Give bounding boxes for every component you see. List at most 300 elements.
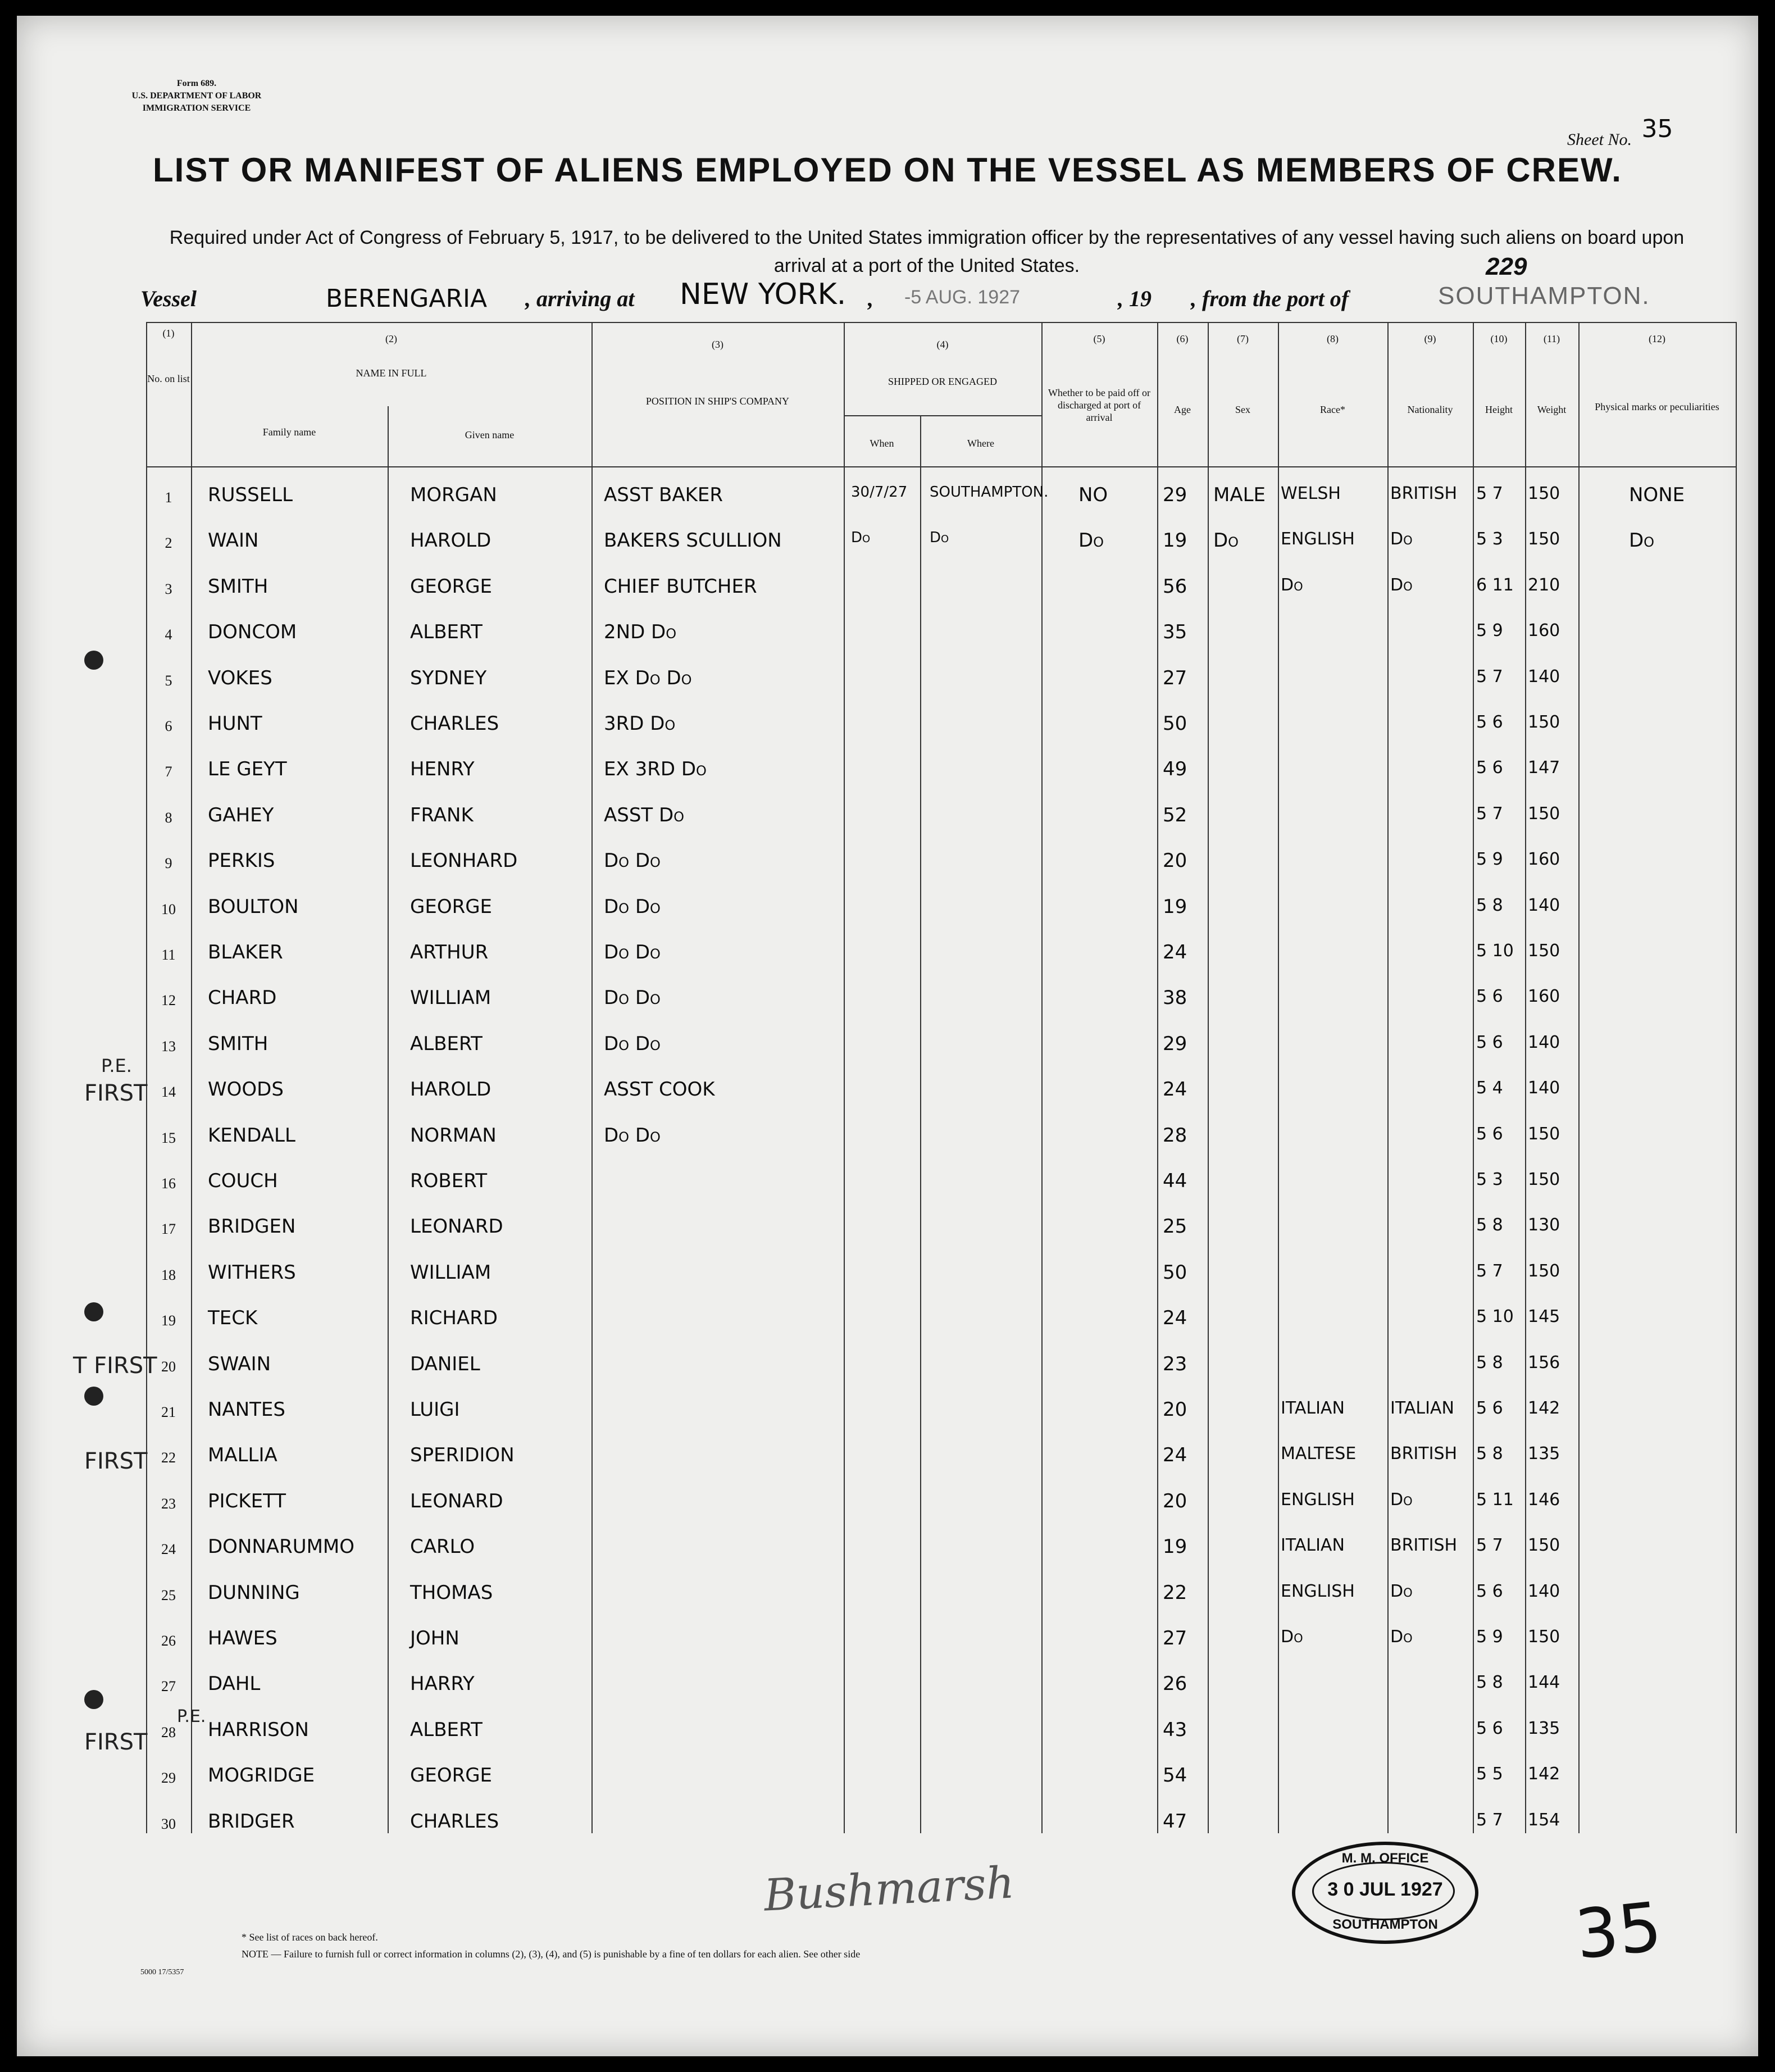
cell-family: KENDALL [208, 1124, 295, 1147]
cell-position: Do Do [604, 1124, 661, 1147]
cell-given: HAROLD [410, 529, 491, 552]
table-row [146, 1160, 1736, 1206]
cell-family: BOULTON [208, 895, 299, 918]
cell-age: 26 [1163, 1673, 1187, 1696]
cell-given: HAROLD [410, 1078, 491, 1101]
row-number: 24 [161, 1541, 176, 1558]
cell-family: DUNNING [208, 1581, 300, 1604]
cell-family: WITHERS [208, 1261, 296, 1284]
cell-height: 5 6 [1476, 1032, 1503, 1052]
cell-age: 56 [1163, 575, 1187, 598]
cell-race: ENGLISH [1281, 1489, 1355, 1510]
row-number: 17 [161, 1221, 176, 1238]
punch-hole [84, 1387, 103, 1406]
cell-height: 5 6 [1476, 1124, 1503, 1144]
page-subtitle: Required under Act of Congress of February 5, 1917, to be delivered to the United States immigration officer by the representatives of any vessel having such aliens on board upon arrival at a port of the United States. [169, 227, 1685, 276]
cell-weight: 135 [1528, 1444, 1560, 1464]
punch-hole [84, 1302, 103, 1321]
punch-hole [84, 1690, 103, 1709]
cell-position: CHIEF BUTCHER [604, 575, 757, 598]
cell-family: HARRISON [208, 1718, 309, 1741]
cell-sex: Do [1213, 529, 1239, 552]
cell-weight: 160 [1528, 987, 1560, 1007]
header-position: POSITION IN SHIP'S COMPANY [645, 396, 790, 407]
cell-family: RUSSELL [208, 484, 293, 506]
table-row [146, 702, 1736, 748]
cell-height: 5 6 [1476, 987, 1503, 1007]
table-row [146, 1205, 1736, 1251]
cell-given: THOMAS [410, 1581, 493, 1604]
cell-family: PICKETT [208, 1489, 286, 1512]
cell-given: MORGAN [410, 484, 497, 506]
header-sex: Sex [1235, 404, 1250, 415]
table-row [146, 1297, 1736, 1343]
sheet-label: Sheet No. [1567, 130, 1632, 149]
page-title: LIST OR MANIFEST OF ALIENS EMPLOYED ON THE VESSEL AS MEMBERS OF CREW. [153, 151, 1622, 189]
table-row [146, 657, 1736, 703]
vessel-number: 229 [1486, 253, 1527, 280]
cell-nationality: Do [1390, 529, 1413, 549]
cell-position: ASST Do [604, 803, 685, 826]
cell-given: ALBERT [410, 1718, 483, 1741]
cell-given: ALBERT [410, 621, 483, 644]
row-number: 18 [161, 1266, 176, 1283]
cell-given: LUIGI [410, 1398, 460, 1421]
cell-given: LEONARD [410, 1489, 503, 1512]
header-when: When [870, 438, 894, 449]
margin-note-first-20: T FIRST [73, 1353, 157, 1379]
table-row [146, 1434, 1736, 1480]
cell-given: HARRY [410, 1673, 475, 1696]
cell-height: 5 3 [1476, 529, 1503, 549]
table-row [146, 1571, 1736, 1617]
table-row [146, 794, 1736, 840]
cell-family: MALLIA [208, 1444, 277, 1467]
cell-weight: 150 [1528, 1627, 1560, 1647]
cell-paid: NO [1078, 484, 1108, 506]
cell-weight: 150 [1528, 484, 1560, 503]
cell-family: BRIDGEN [208, 1215, 296, 1238]
margin-note-pe-28: P.E. [177, 1707, 206, 1726]
table-row [146, 611, 1736, 657]
cell-race: ENGLISH [1281, 529, 1355, 549]
row-number: 19 [161, 1312, 176, 1329]
cell-age: 29 [1163, 484, 1187, 506]
cell-given: CHARLES [410, 1810, 499, 1833]
colnum-11: (11) [1543, 333, 1560, 344]
cell-age: 49 [1163, 758, 1187, 781]
table-row [146, 1709, 1736, 1755]
cell-age: 20 [1163, 1398, 1187, 1421]
cell-given: SYDNEY [410, 666, 487, 689]
cell-race: Do [1281, 575, 1303, 595]
cell-weight: 150 [1528, 712, 1560, 732]
colnum-8: (8) [1327, 333, 1339, 344]
row-number: 30 [161, 1815, 176, 1832]
cell-weight: 150 [1528, 1124, 1560, 1144]
department: U.S. DEPARTMENT OF LABOR [131, 91, 262, 101]
cell-position: 2ND Do [604, 621, 677, 644]
cell-height: 5 9 [1476, 849, 1503, 870]
row-number: 29 [161, 1770, 176, 1787]
cell-family: SWAIN [208, 1352, 271, 1375]
header-height: Height [1485, 404, 1513, 415]
row-number: 28 [161, 1724, 176, 1741]
cell-weight: 210 [1528, 575, 1560, 595]
cell-given: DANIEL [410, 1352, 480, 1375]
date-stamp: -5 AUG. 1927 [904, 287, 1021, 308]
cell-height: 5 6 [1476, 1718, 1503, 1738]
cell-family: CHARD [208, 987, 277, 1010]
cell-height: 5 7 [1476, 666, 1503, 687]
cell-height: 5 8 [1476, 1673, 1503, 1693]
cell-family: DONNARUMMO [208, 1535, 355, 1558]
row-number: 27 [161, 1678, 176, 1695]
cell-height: 5 6 [1476, 1398, 1503, 1418]
cell-age: 24 [1163, 1307, 1187, 1330]
arriving-port: NEW YORK. [680, 278, 846, 311]
cell-age: 27 [1163, 666, 1187, 689]
cell-where: Do [930, 529, 949, 547]
table-row [146, 748, 1736, 794]
vessel-label: Vessel [140, 286, 197, 311]
row-number: 21 [161, 1404, 176, 1420]
print-code: 5000 17/5357 [140, 1968, 184, 1976]
header-nationality: Nationality [1407, 404, 1453, 415]
row-number: 20 [161, 1358, 176, 1375]
table-row [146, 1068, 1736, 1114]
cell-nationality: Do [1390, 1581, 1413, 1601]
cell-family: WOODS [208, 1078, 284, 1101]
cell-weight: 150 [1528, 529, 1560, 549]
header-weight: Weight [1537, 404, 1567, 415]
stamp-date: 3 0 JUL 1927 [1327, 1879, 1443, 1900]
cell-race: ENGLISH [1281, 1581, 1355, 1601]
colnum-9: (9) [1424, 333, 1436, 344]
cell-age: 50 [1163, 1261, 1187, 1284]
cell-age: 44 [1163, 1170, 1187, 1192]
table-row [146, 1525, 1736, 1571]
cell-family: SMITH [208, 1032, 268, 1055]
cell-nationality: BRITISH [1390, 1444, 1458, 1464]
cell-weight: 150 [1528, 1535, 1560, 1556]
cell-where: SOUTHAMPTON. [930, 484, 1049, 501]
cell-height: 5 5 [1476, 1764, 1503, 1784]
cell-family: SMITH [208, 575, 268, 598]
cell-age: 24 [1163, 941, 1187, 964]
year-label: , 19 [1118, 286, 1152, 311]
cell-weight: 147 [1528, 758, 1560, 778]
cell-age: 19 [1163, 1535, 1187, 1558]
row-number: 16 [161, 1175, 176, 1192]
colnum-10: (10) [1490, 333, 1508, 344]
cell-race: ITALIAN [1281, 1398, 1345, 1418]
cell-given: RICHARD [410, 1307, 498, 1330]
cell-given: HENRY [410, 758, 475, 781]
cell-height: 5 7 [1476, 484, 1503, 503]
table-row [146, 1388, 1736, 1434]
comma: , [868, 286, 873, 311]
cell-given: WILLIAM [410, 987, 491, 1010]
cell-height: 5 8 [1476, 1444, 1503, 1464]
table-row [146, 1114, 1736, 1160]
cell-weight: 150 [1528, 1170, 1560, 1189]
row-number: 9 [165, 855, 172, 872]
cell-given: GEORGE [410, 1764, 493, 1787]
header-name: NAME IN FULL [356, 367, 427, 379]
page-number: 35 [1572, 1888, 1665, 1975]
cell-paid: Do [1078, 529, 1104, 552]
cell-height: 5 9 [1476, 1627, 1503, 1647]
cell-race: Do [1281, 1627, 1303, 1647]
cell-family: DAHL [208, 1673, 261, 1696]
table-row [146, 931, 1736, 977]
row-number: 5 [165, 672, 172, 689]
table-row [146, 1617, 1736, 1663]
from-port: SOUTHAMPTON. [1438, 282, 1650, 310]
header-no: No. on list [147, 373, 190, 384]
table-row [146, 1480, 1736, 1526]
table-row [146, 976, 1736, 1023]
colnum-1: (1) [162, 328, 175, 339]
cell-weight: 146 [1528, 1489, 1560, 1510]
cell-family: VOKES [208, 666, 272, 689]
cell-weight: 156 [1528, 1352, 1560, 1373]
table-row [146, 1800, 1736, 1846]
row-number: 25 [161, 1587, 176, 1603]
cell-height: 5 8 [1476, 895, 1503, 915]
penalty-note: NOTE — Failure to furnish full or correct information in columns (2), (3), (4), and (5) is punishable by a fine of ten dollars for each alien. See other side [242, 1948, 861, 1960]
cell-height: 5 10 [1476, 941, 1514, 961]
cell-weight: 160 [1528, 849, 1560, 870]
cell-family: BLAKER [208, 941, 283, 964]
cell-race: MALTESE [1281, 1444, 1357, 1464]
table-row [146, 474, 1736, 520]
row-number: 8 [165, 809, 172, 826]
header-marks: Physical marks or peculiarities [1595, 401, 1719, 412]
cell-age: 38 [1163, 987, 1187, 1010]
cell-position: BAKERS SCULLION [604, 529, 782, 552]
vessel-line [140, 253, 1713, 319]
row-number: 15 [161, 1129, 176, 1146]
cell-nationality: Do [1390, 1489, 1413, 1510]
cell-weight: 140 [1528, 1078, 1560, 1098]
sheet-number-value: 35 [1641, 115, 1673, 143]
colnum-7: (7) [1237, 333, 1249, 344]
cell-age: 52 [1163, 803, 1187, 826]
cell-marks: Do [1629, 529, 1655, 552]
cell-height: 5 6 [1476, 1581, 1503, 1601]
margin-note-first-14: FIRST [84, 1080, 148, 1106]
cell-height: 5 6 [1476, 758, 1503, 778]
table-row [146, 1662, 1736, 1709]
cell-family: HAWES [208, 1627, 277, 1650]
cell-given: FRANK [410, 803, 474, 826]
cell-race: ITALIAN [1281, 1535, 1345, 1556]
cell-marks: NONE [1629, 484, 1685, 506]
form-number: Form 689. [176, 79, 217, 88]
cell-position: Do Do [604, 941, 661, 964]
row-number: 1 [165, 489, 172, 506]
row-number: 12 [161, 992, 176, 1009]
row-number: 6 [165, 718, 172, 734]
cell-position: EX Do Do [604, 666, 692, 689]
margin-note-pe: P.E. [101, 1055, 132, 1076]
colnum-3: (3) [712, 339, 723, 350]
arriving-label: , arriving at [525, 286, 635, 311]
cell-height: 5 10 [1476, 1307, 1514, 1327]
cell-age: 22 [1163, 1581, 1187, 1604]
cell-height: 6 11 [1476, 575, 1514, 595]
table-row [146, 839, 1736, 885]
cell-given: ROBERT [410, 1170, 488, 1192]
cell-age: 28 [1163, 1124, 1187, 1147]
table-row [146, 519, 1736, 565]
margin-note-first-22: FIRST [84, 1448, 148, 1474]
row-number: 23 [161, 1495, 176, 1512]
office-stamp [1292, 1842, 1478, 1944]
row-number: 3 [165, 580, 172, 597]
cell-given: NORMAN [410, 1124, 497, 1147]
cell-height: 5 9 [1476, 621, 1503, 641]
cell-height: 5 8 [1476, 1352, 1503, 1373]
colnum-5: (5) [1093, 333, 1105, 344]
margin-note-first-28: FIRST [84, 1729, 148, 1755]
colnum-12: (12) [1649, 333, 1665, 344]
cell-family: GAHEY [208, 803, 274, 826]
row-number: 10 [161, 901, 176, 917]
cell-family: NANTES [208, 1398, 285, 1421]
race-footnote: * See list of races on back hereof. [242, 1932, 378, 1943]
cell-position: ASST BAKER [604, 484, 723, 506]
punch-hole [84, 651, 103, 670]
cell-position: EX 3RD Do [604, 758, 707, 781]
cell-age: 24 [1163, 1078, 1187, 1101]
cell-age: 23 [1163, 1352, 1187, 1375]
cell-age: 20 [1163, 1489, 1187, 1512]
cell-weight: 140 [1528, 1032, 1560, 1052]
cell-position: Do Do [604, 987, 661, 1010]
cell-family: COUCH [208, 1170, 278, 1192]
row-number: 14 [161, 1084, 176, 1101]
cell-weight: 142 [1528, 1764, 1560, 1784]
cell-age: 19 [1163, 895, 1187, 918]
cell-family: WAIN [208, 529, 259, 552]
table-row [146, 1251, 1736, 1297]
cell-nationality: BRITISH [1390, 484, 1458, 503]
cell-given: LEONARD [410, 1215, 503, 1238]
header-family-name: Family name [262, 426, 316, 438]
cell-height: 5 11 [1476, 1489, 1514, 1510]
cell-family: LE GEYT [208, 758, 287, 781]
cell-weight: 144 [1528, 1673, 1560, 1693]
row-number: 26 [161, 1633, 176, 1649]
cell-given: GEORGE [410, 575, 493, 598]
cell-weight: 154 [1528, 1810, 1560, 1830]
manifest-sheet [17, 16, 1758, 2056]
cell-given: GEORGE [410, 895, 493, 918]
cell-when: 30/7/27 [851, 484, 908, 501]
header-shipped: SHIPPED OR ENGAGED [888, 376, 997, 387]
header-paid-off: Whether to be paid off or discharged at port of arrival [1048, 387, 1151, 423]
cell-weight: 140 [1528, 1581, 1560, 1601]
cell-age: 25 [1163, 1215, 1187, 1238]
colnum-2: (2) [385, 333, 397, 344]
cell-position: ASST COOK [604, 1078, 715, 1101]
cell-height: 5 7 [1476, 1535, 1503, 1556]
cell-given: CHARLES [410, 712, 499, 735]
cell-given: JOHN [410, 1627, 459, 1650]
row-number: 13 [161, 1038, 176, 1055]
cell-when: Do [851, 529, 871, 547]
cell-nationality: Do [1390, 1627, 1413, 1647]
table-row [146, 1343, 1736, 1389]
cell-given: ARTHUR [410, 941, 489, 964]
table-row [146, 1754, 1736, 1800]
cell-nationality: ITALIAN [1390, 1398, 1454, 1418]
cell-weight: 150 [1528, 803, 1560, 824]
signature: Bushmarsh [762, 1857, 1016, 1921]
cell-age: 54 [1163, 1764, 1187, 1787]
vessel-name: BERENGARIA [326, 284, 488, 313]
cell-weight: 135 [1528, 1718, 1560, 1738]
row-number: 22 [161, 1450, 176, 1466]
cell-given: SPERIDION [410, 1444, 515, 1467]
cell-sex: MALE [1213, 484, 1266, 506]
header-where: Where [967, 438, 994, 449]
cell-height: 5 8 [1476, 1215, 1503, 1235]
cell-height: 5 4 [1476, 1078, 1503, 1098]
cell-age: 47 [1163, 1810, 1187, 1833]
cell-given: ALBERT [410, 1032, 483, 1055]
crew-table [146, 322, 1736, 1833]
cell-age: 35 [1163, 621, 1187, 644]
form-block [112, 78, 281, 115]
cell-age: 43 [1163, 1718, 1187, 1741]
cell-family: DONCOM [208, 621, 297, 644]
cell-height: 5 7 [1476, 1261, 1503, 1281]
cell-age: 24 [1163, 1444, 1187, 1467]
cell-nationality: BRITISH [1390, 1535, 1458, 1556]
service: IMMIGRATION SERVICE [142, 103, 251, 113]
cell-weight: 160 [1528, 621, 1560, 641]
cell-family: PERKIS [208, 849, 275, 873]
cell-weight: 140 [1528, 895, 1560, 915]
cell-family: TECK [208, 1307, 258, 1330]
table-row [146, 1023, 1736, 1069]
stamp-office: M. M. OFFICE [1341, 1851, 1429, 1866]
row-number: 11 [161, 947, 176, 963]
cell-given: LEONHARD [410, 849, 518, 873]
header-race: Race* [1320, 404, 1345, 415]
cell-position: Do Do [604, 895, 661, 918]
cell-weight: 142 [1528, 1398, 1560, 1418]
row-number: 7 [165, 764, 172, 780]
cell-position: Do Do [604, 1032, 661, 1055]
cell-weight: 140 [1528, 666, 1560, 687]
cell-weight: 150 [1528, 1261, 1560, 1281]
cell-weight: 150 [1528, 941, 1560, 961]
from-label: , from the port of [1191, 286, 1349, 311]
cell-age: 20 [1163, 849, 1187, 873]
cell-age: 50 [1163, 712, 1187, 735]
cell-height: 5 7 [1476, 1810, 1503, 1830]
colnum-6: (6) [1176, 333, 1189, 344]
cell-position: Do Do [604, 849, 661, 873]
cell-position: 3RD Do [604, 712, 676, 735]
cell-family: BRIDGER [208, 1810, 295, 1833]
colnum-4: (4) [936, 339, 949, 350]
